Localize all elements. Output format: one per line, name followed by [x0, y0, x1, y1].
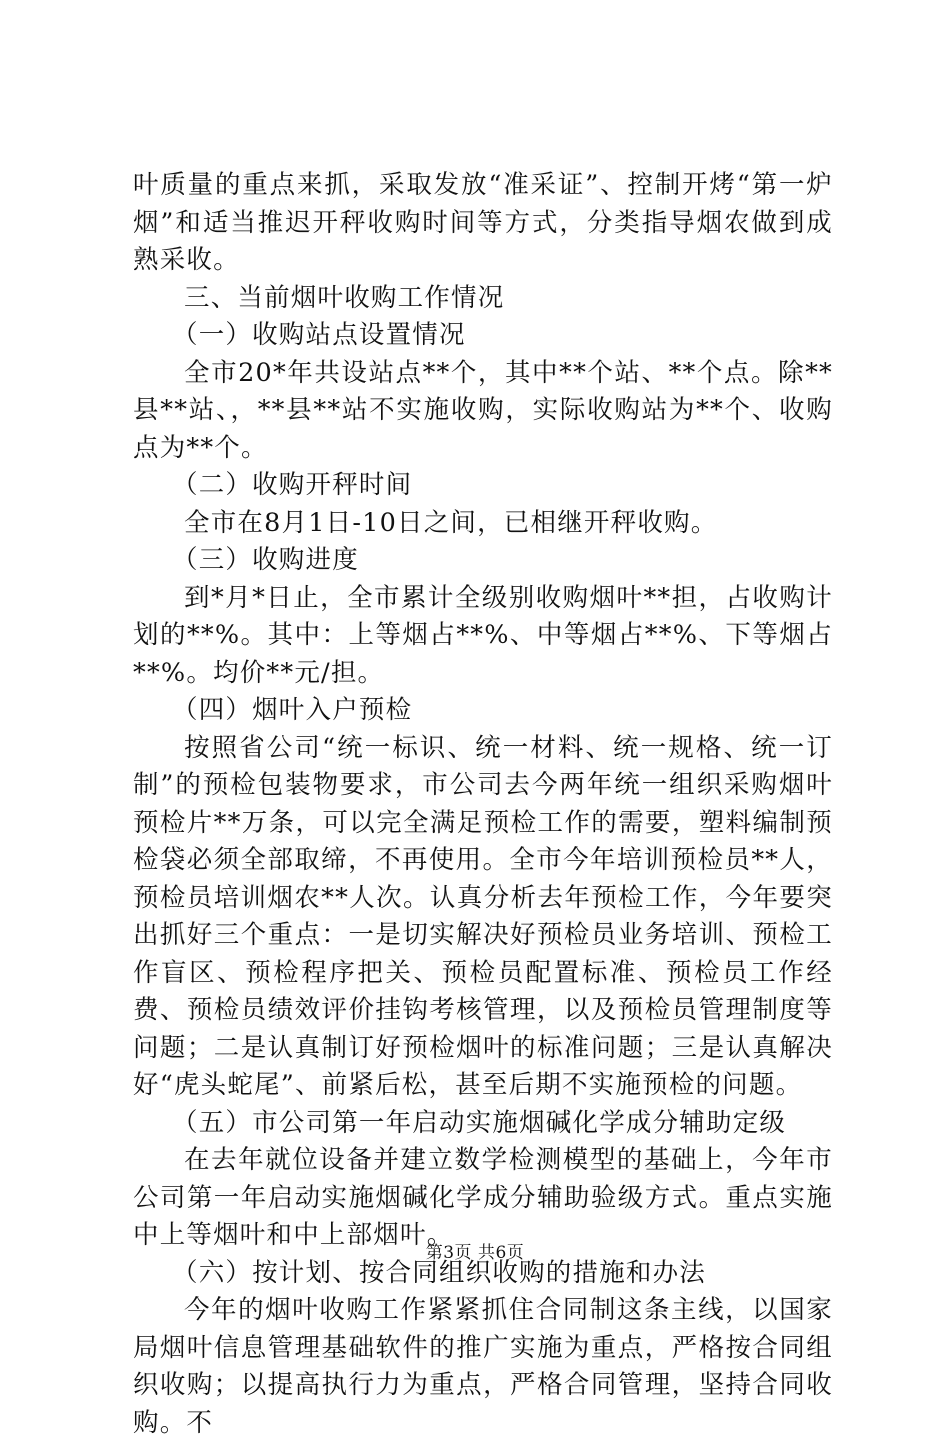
subheading-4: （四）烟叶入户预检: [172, 695, 413, 725]
page-footer: 第3页 共6页: [425, 1243, 525, 1263]
paragraph-contract-purchase: 今年的烟叶收购工作紧紧抓住合同制这条主线，以国家局烟叶信息管理基础软件的推广实施为重点，严格按合同组织收购；以提高执行力为重点，严格合同管理，坚持合同收购。不: [133, 1295, 833, 1438]
subheading-2: （二）收购开秤时间: [172, 470, 413, 500]
subheading-1: （一）收购站点设置情况: [172, 320, 466, 350]
paragraph-stations: 全市20*年共设站点**个，其中**个站、**个点。除**县**站、，**县**站不实施收购，实际收购站为**个、收购点为**个。: [133, 357, 833, 463]
subheading-3: （三）收购进度: [172, 545, 359, 575]
paragraph-continuation: 叶质量的重点来抓，采取发放“准采证”、控制开烤“第一炉烟”和适当推迟开秤收购时间等方式，分类指导烟农做到成熟采收。: [133, 170, 833, 275]
paragraph-nicotine-grading: 在去年就位设备并建立数学检测模型的基础上，今年市公司第一年启动实施烟碱化学成分辅助验级方式。重点实施中上等烟叶和中上部烟叶。: [133, 1145, 833, 1250]
subheading-5: （五）市公司第一年启动实施烟碱化学成分辅助定级: [172, 1107, 787, 1138]
section-heading-3: 三、当前烟叶收购工作情况: [184, 282, 505, 313]
subheading-6: （六）按计划、按合同组织收购的措施和办法: [172, 1257, 707, 1288]
paragraph-progress: 到*月*日止，全市累计全级别收购烟叶**担，占收购计划的**%。其中：上等烟占**%、中等烟占**%、下等烟占**%。均价**元/担。: [133, 582, 833, 688]
paragraph-opening-time: 全市在8月1日-10日之间，已相继开秤收购。: [184, 507, 718, 538]
paragraph-pre-inspection: 按照省公司“统一标识、统一材料、统一规格、统一订制”的预检包装物要求，市公司去今两年统一组织采购烟叶预检片**万条，可以完全满足预检工作的需要，塑料编制预检袋必须全部取缔，不再使用。全市今年培训预检员**人，预检员培训烟农**人次。认真分析去年预检工作，今年要突出抓好三个重点：一是切实解决好预检员业务培训、预检工作盲区、预检程序把关、预检员配置标准、预检员工作经费、预检员绩效评价挂钩考核管理，以及预检员管理制度等问题；二是认真制订好预检烟叶的标准问题；三是认真解决好“虎头蛇尾”、前紧后松，甚至后期不实施预检的问题。: [133, 732, 833, 1100]
